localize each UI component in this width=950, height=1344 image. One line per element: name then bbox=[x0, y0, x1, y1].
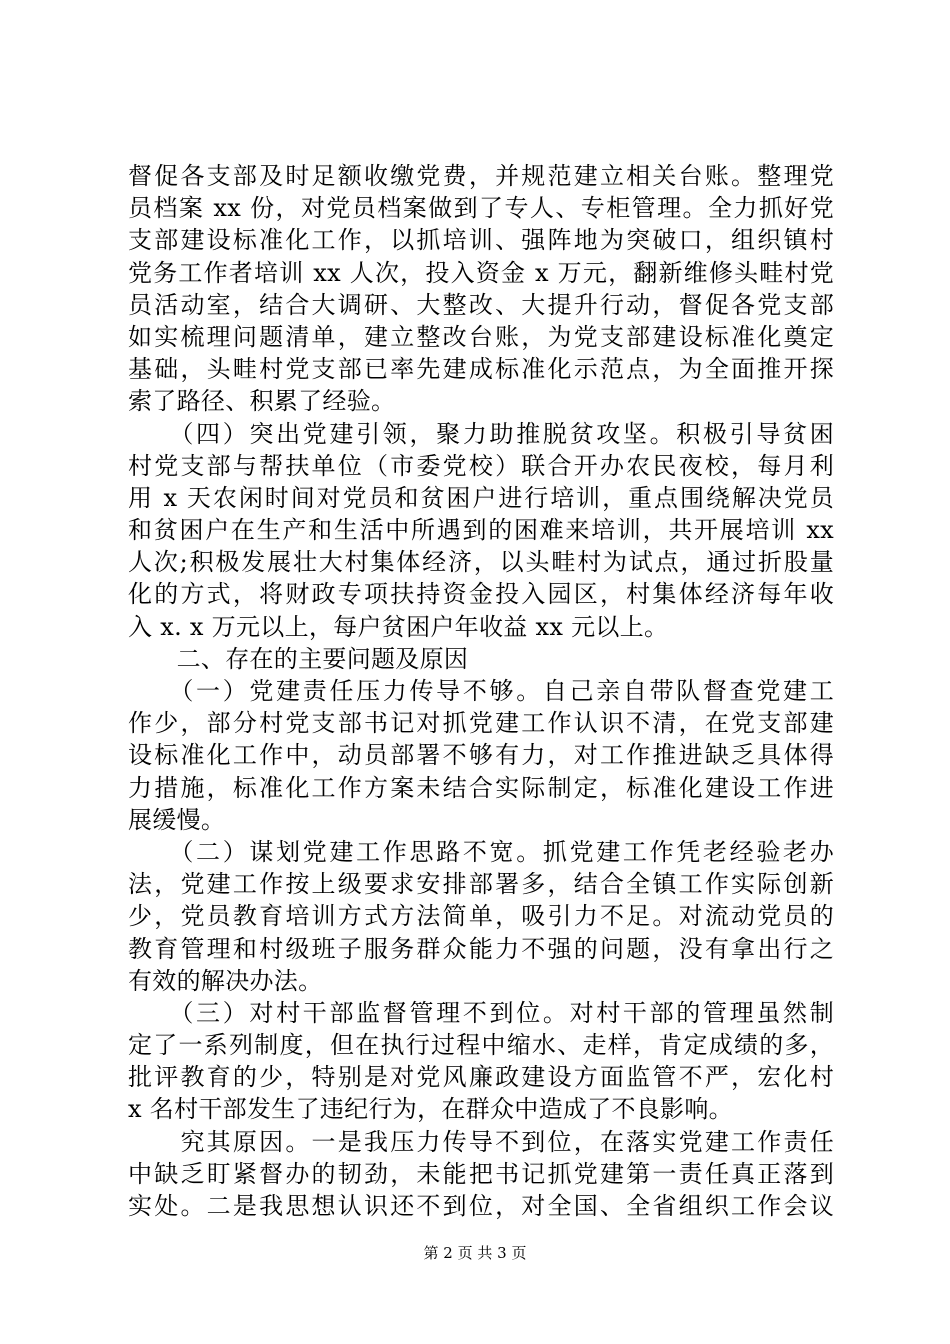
text-line: 党务工作者培训 xx 人次，投入资金 x 万元，翻新维修头畦村党 bbox=[128, 258, 834, 287]
text-line: 实处。二是我思想认识还不到位，对全国、全省组织工作会议 bbox=[128, 1192, 834, 1220]
text-line: （一）党建责任压力传导不够。自己亲自带队督查党建工 bbox=[128, 677, 834, 705]
text-line: 作少，部分村党支部书记对抓党建工作认识不清，在党支部建 bbox=[128, 709, 834, 738]
text-line: 入 x. x 万元以上，每户贫困户年收益 xx 元以上。 bbox=[128, 612, 669, 641]
text-line: 和贫困户在生产和生活中所遇到的困难来培训，共开展培训 xx bbox=[128, 516, 834, 545]
text-line: 员档案 xx 份，对党员档案做到了专人、专柜管理。全力抓好党 bbox=[128, 194, 834, 223]
text-line: 索了路径、积累了经验。 bbox=[128, 387, 396, 416]
text-line: （四）突出党建引领，聚力助推脱贫攻坚。积极引导贫困 bbox=[128, 419, 834, 448]
text-line: 定了一系列制度，但在执行过程中缩水、走样，肯定成绩的多， bbox=[128, 1031, 834, 1060]
text-line: 基础，头畦村党支部已率先建成标准化示范点，为全面推开探 bbox=[128, 355, 834, 384]
text-line: 用 x 天农闲时间对党员和贫困户进行培训，重点围绕解决党员 bbox=[128, 483, 834, 512]
text-line: 二、存在的主要问题及原因 bbox=[128, 644, 469, 673]
text-line: 批评教育的少，特别是对党风廉政建设方面监管不严，宏化村 bbox=[128, 1063, 834, 1092]
body-text bbox=[128, 160, 834, 1222]
text-line: （三）对村干部监督管理不到位。对村干部的管理虽然制 bbox=[128, 998, 834, 1027]
page-footer: 第 2 页 共 3 页 bbox=[423, 1244, 527, 1262]
text-line: 支部建设标准化工作，以抓培训、强阵地为突破口，组织镇村 bbox=[128, 226, 834, 255]
text-line: 中缺乏盯紧督办的韧劲，未能把书记抓党建第一责任真正落到 bbox=[128, 1159, 834, 1188]
text-line: （二）谋划党建工作思路不宽。抓党建工作凭老经验老办 bbox=[128, 837, 834, 866]
text-line: 如实梳理问题清单，建立整改台账，为党支部建设标准化奠定 bbox=[128, 322, 834, 351]
text-line: 设标准化工作中，动员部署不够有力，对工作推进缺乏具体得 bbox=[128, 741, 834, 770]
text-line: 督促各支部及时足额收缴党费，并规范建立相关台账。整理党 bbox=[128, 162, 834, 190]
text-line: 法，党建工作按上级要求安排部署多，结合全镇工作实际创新 bbox=[128, 870, 834, 899]
text-line: 力措施，标准化工作方案未结合实际制定，标准化建设工作进 bbox=[128, 773, 834, 802]
text-line: 村党支部与帮扶单位（市委党校）联合开办农民夜校，每月利 bbox=[128, 451, 834, 480]
text-line: x 名村干部发生了违纪行为，在群众中造成了不良影响。 bbox=[128, 1095, 733, 1124]
text-line: 人次;积极发展壮大村集体经济，以头畦村为试点，通过折股量 bbox=[128, 548, 834, 577]
text-line: 展缓慢。 bbox=[128, 805, 226, 834]
text-line: 教育管理和村级班子服务群众能力不强的问题，没有拿出行之 bbox=[128, 934, 834, 963]
text-line: 少，党员教育培训方式方法简单，吸引力不足。对流动党员的 bbox=[128, 902, 834, 931]
text-line: 员活动室，结合大调研、大整改、大提升行动，督促各党支部 bbox=[128, 290, 834, 319]
text-line: 化的方式，将财政专项扶持资金投入园区，村集体经济每年收 bbox=[128, 580, 834, 609]
text-line: 有效的解决办法。 bbox=[128, 966, 323, 995]
text-line: 究其原因。一是我压力传导不到位，在落实党建工作责任 bbox=[128, 1127, 834, 1156]
